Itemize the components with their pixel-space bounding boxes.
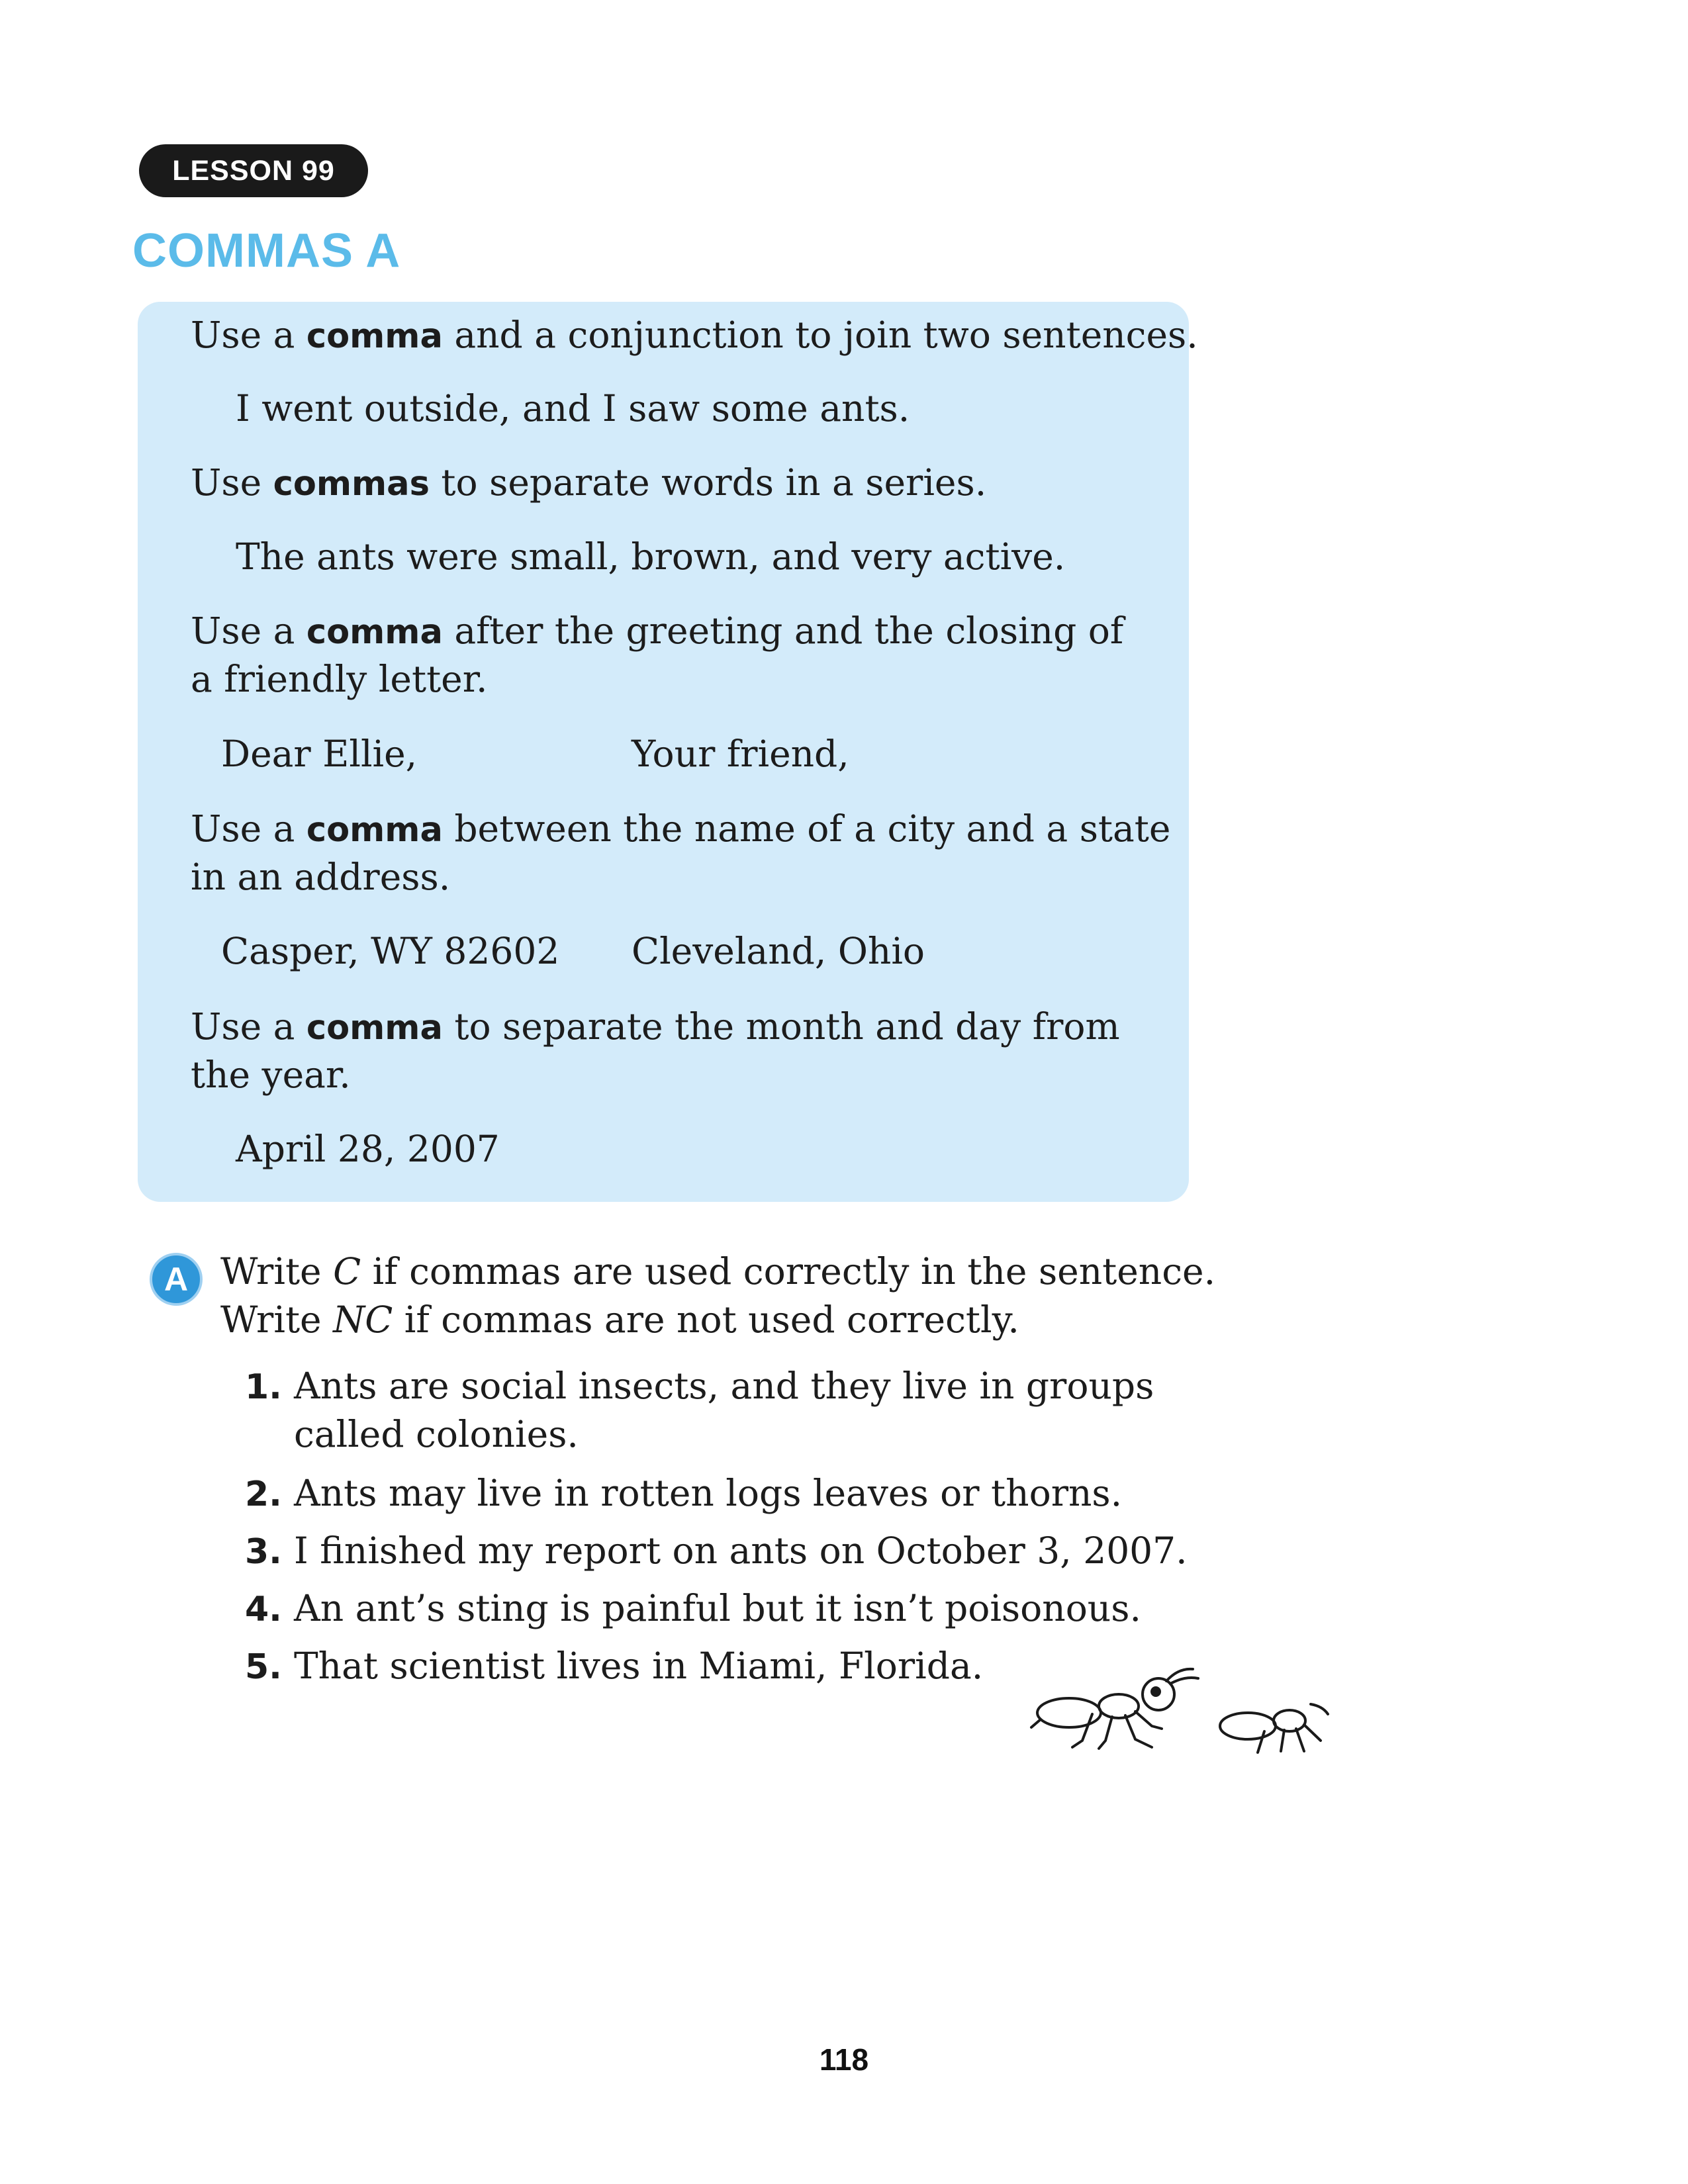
rule-3: Use a comma after the greeting and the closing of [191,610,1124,652]
rule-2-example: The ants were small, brown, and very active. [236,535,1066,578]
ants-illustration [1019,1648,1331,1760]
rules-box [138,302,1198,1202]
exercise-item-3: 3. [245,1532,282,1572]
rule-4-example-a: Casper, WY 82602 [221,930,560,972]
rule-5-line2: the year. [191,1054,351,1096]
exercise-instructions-line2: Write NC if commas are not used correctly. [220,1298,1019,1341]
exercise-item-2: 2. [245,1475,282,1514]
rule-1-example: I went outside, and I saw some ants. [236,387,910,430]
exercise-a-icon: A [150,1253,203,1306]
exercise-item-5-text: That scientist lives in Miami, Florida. [294,1645,984,1687]
rule-2: Use commas to separate words in a series. [191,461,987,504]
rule-4-line2: in an address. [191,856,451,898]
page-number: 118 [819,2042,869,2077]
rule-3-line2: a friendly letter. [191,658,488,700]
rule-1: Use a comma and a conjunction to join two sentences. [191,314,1198,356]
exercise-item-1: 1. [245,1367,282,1407]
rule-5: Use a comma to separate the month and day from [191,1005,1120,1048]
exercise-item-4: 4. [245,1590,282,1629]
ant-icon [1031,1669,1198,1749]
lesson-badge: LESSON 99 [139,144,368,197]
rule-4-example-b: Cleveland, Ohio [632,930,925,972]
exercise-item-5: 5. [245,1647,282,1687]
exercise-item-4-text: An ant’s sting is painful but it isn’t poisonous. [294,1587,1141,1629]
rule-3-example-closing: Your friend, [632,733,849,775]
exercise-instructions-line1: Write C if commas are used correctly in the sentence. [220,1250,1216,1293]
rule-4: Use a comma between the name of a city and a state [191,807,1171,850]
exercise-item-3-text: I finished my report on ants on October 3, 2007. [294,1529,1188,1572]
rule-5-example: April 28, 2007 [236,1128,500,1170]
exercise-item-2-text: Ants may live in rotten logs leaves or thorns. [294,1472,1123,1514]
exercise-item-1-text-line2: called colonies. [294,1413,579,1455]
ant-icon [1220,1704,1328,1752]
exercise-item-1-text: Ants are social insects, and they live in groups [294,1365,1154,1407]
rule-3-example-greeting: Dear Ellie, [221,733,418,775]
page-title: COMMAS A [132,224,401,277]
